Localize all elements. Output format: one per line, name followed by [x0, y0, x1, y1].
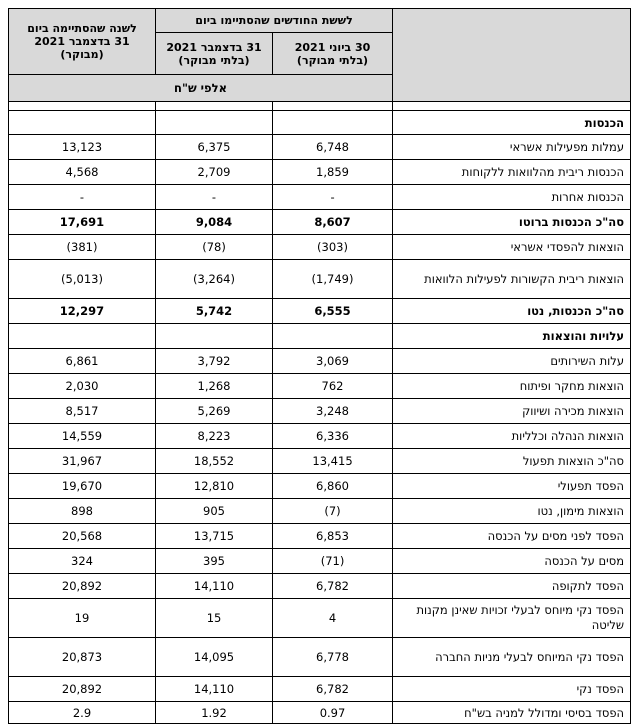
value-dec-2021-year: 8,517 — [9, 399, 156, 424]
value-june-2021: 6,778 — [273, 638, 393, 677]
table-row — [9, 399, 631, 424]
table-row — [9, 599, 631, 638]
row-label: הוצאות להפסדי אשראי — [393, 235, 631, 260]
value-june-2021: 6,748 — [273, 135, 393, 160]
value-dec-2021-6m — [156, 324, 273, 349]
col-dec-date: 31 בדצמבר 2021 — [166, 40, 262, 54]
table-row — [9, 235, 631, 260]
row-label: הוצאות מכירה ושיווק — [393, 399, 631, 424]
table-row — [9, 185, 631, 210]
row-label: הכנסות ריבית מהלוואות ללקוחות — [393, 160, 631, 185]
table-row — [9, 210, 631, 235]
table-row — [9, 349, 631, 374]
value-dec-2021-year: 17,691 — [9, 210, 156, 235]
six-months-header: לששת החודשים שהסתיימו ביום — [156, 9, 393, 33]
col-dec-status: (בלתי מבוקר) — [178, 53, 250, 67]
row-label: הפסד נקי המיוחס לבעלי מניות החברה — [393, 638, 631, 677]
value-dec-2021-year: 12,297 — [9, 299, 156, 324]
value-dec-2021-year: 4,568 — [9, 160, 156, 185]
value-dec-2021-6m: (78) — [156, 235, 273, 260]
value-dec-2021-6m: 13,715 — [156, 524, 273, 549]
row-label: סה"כ הוצאות תפעול — [393, 449, 631, 474]
row-label: הוצאות ריבית הקשורות לפעילות הלוואות — [393, 260, 631, 299]
value-dec-2021-6m: 5,269 — [156, 399, 273, 424]
row-label: עלות השירותים — [393, 349, 631, 374]
table-row — [9, 424, 631, 449]
value-dec-2021-year: (5,013) — [9, 260, 156, 299]
value-june-2021: 13,415 — [273, 449, 393, 474]
row-label: הוצאות מימון, נטו — [393, 499, 631, 524]
year-header-line3: (מבוקר) — [60, 48, 104, 61]
year-header-line1: לשנה שהסתיימה ביום — [27, 22, 137, 35]
row-label: הוצאות הנהלה וכלליות — [393, 424, 631, 449]
value-june-2021: (71) — [273, 549, 393, 574]
row-label: הפסד נקי — [393, 677, 631, 702]
value-dec-2021-year: 324 — [9, 549, 156, 574]
value-dec-2021-year: 19 — [9, 599, 156, 638]
col-june-header — [273, 33, 393, 75]
year-header — [9, 9, 156, 75]
value-dec-2021-6m: 5,742 — [156, 299, 273, 324]
table-row — [9, 160, 631, 185]
value-dec-2021-year: 2,030 — [9, 374, 156, 399]
row-label: הוצאות מחקר ופיתוח — [393, 374, 631, 399]
value-dec-2021-year: 20,568 — [9, 524, 156, 549]
value-dec-2021-year: 2.9 — [9, 702, 156, 724]
value-june-2021: 0.97 — [273, 702, 393, 724]
table-row — [9, 574, 631, 599]
value-dec-2021-year: - — [9, 185, 156, 210]
value-dec-2021-6m — [156, 111, 273, 135]
value-dec-2021-6m: 905 — [156, 499, 273, 524]
row-label: הפסד לפני מסים על הכנסה — [393, 524, 631, 549]
table-row — [9, 549, 631, 574]
value-dec-2021-year — [9, 324, 156, 349]
section-header-row — [9, 324, 631, 349]
value-june-2021: 6,555 — [273, 299, 393, 324]
value-june-2021: 6,782 — [273, 677, 393, 702]
value-june-2021: 6,853 — [273, 524, 393, 549]
header-blank-cell — [393, 9, 631, 102]
value-dec-2021-6m: 2,709 — [156, 160, 273, 185]
table-row — [9, 638, 631, 677]
units-label: אלפי ש"ח — [9, 75, 393, 102]
value-june-2021 — [273, 111, 393, 135]
table-row — [9, 499, 631, 524]
value-june-2021: 6,336 — [273, 424, 393, 449]
value-june-2021 — [273, 324, 393, 349]
value-june-2021: (7) — [273, 499, 393, 524]
table-row — [9, 299, 631, 324]
value-dec-2021-year: 6,861 — [9, 349, 156, 374]
row-label: סה"כ הכנסות, נטו — [393, 299, 631, 324]
table-row — [9, 677, 631, 702]
value-dec-2021-year: 31,967 — [9, 449, 156, 474]
value-dec-2021-year: 898 — [9, 499, 156, 524]
row-label: הפסד נקי מיוחס לבעלי זכויות שאינן מקנות שליטה — [393, 599, 631, 638]
value-june-2021: - — [273, 185, 393, 210]
value-dec-2021-6m: 3,792 — [156, 349, 273, 374]
value-june-2021: (1,749) — [273, 260, 393, 299]
value-june-2021: 1,859 — [273, 160, 393, 185]
row-label: הפסד תפעולי — [393, 474, 631, 499]
spacer-cell — [273, 102, 393, 111]
value-dec-2021-year: 20,892 — [9, 677, 156, 702]
value-dec-2021-6m: 14,110 — [156, 677, 273, 702]
value-june-2021: 8,607 — [273, 210, 393, 235]
value-june-2021: 6,860 — [273, 474, 393, 499]
row-label: מסים על הכנסה — [393, 549, 631, 574]
value-june-2021: 3,069 — [273, 349, 393, 374]
year-header-line2: 31 בדצמבר 2021 — [34, 35, 130, 48]
value-dec-2021-year: 13,123 — [9, 135, 156, 160]
value-dec-2021-6m: (3,264) — [156, 260, 273, 299]
col-dec-header — [156, 33, 273, 75]
value-dec-2021-6m: 18,552 — [156, 449, 273, 474]
spacer-cell — [9, 102, 156, 111]
table-row — [9, 524, 631, 549]
value-dec-2021-6m: 8,223 — [156, 424, 273, 449]
row-label: עמלות מפעילות אשראי — [393, 135, 631, 160]
section-header-row — [9, 111, 631, 135]
value-dec-2021-6m: - — [156, 185, 273, 210]
value-june-2021: (303) — [273, 235, 393, 260]
table-row — [9, 374, 631, 399]
row-label: עלויות והוצאות — [393, 324, 631, 349]
value-dec-2021-6m: 12,810 — [156, 474, 273, 499]
row-label: הכנסות — [393, 111, 631, 135]
value-dec-2021-6m: 6,375 — [156, 135, 273, 160]
col-june-status: (בלתי מבוקר) — [296, 53, 369, 67]
table-row — [9, 260, 631, 299]
spacer-cell — [156, 102, 273, 111]
value-june-2021: 6,782 — [273, 574, 393, 599]
value-june-2021: 3,248 — [273, 399, 393, 424]
spacer-cell — [393, 102, 631, 111]
value-dec-2021-year: 20,873 — [9, 638, 156, 677]
value-dec-2021-year: 20,892 — [9, 574, 156, 599]
value-dec-2021-year: 14,559 — [9, 424, 156, 449]
value-dec-2021-6m: 14,095 — [156, 638, 273, 677]
value-dec-2021-6m: 15 — [156, 599, 273, 638]
col-june-date: 30 ביוני 2021 — [294, 40, 371, 54]
value-dec-2021-year: (381) — [9, 235, 156, 260]
income-statement-table — [8, 8, 631, 724]
row-label: הפסד בסיסי ומדולל למניה בש"ח — [393, 702, 631, 724]
value-dec-2021-6m: 14,110 — [156, 574, 273, 599]
value-dec-2021-6m: 1.92 — [156, 702, 273, 724]
value-dec-2021-year — [9, 111, 156, 135]
row-label: הכנסות אחרות — [393, 185, 631, 210]
value-june-2021: 762 — [273, 374, 393, 399]
value-dec-2021-6m: 1,268 — [156, 374, 273, 399]
table-row — [9, 449, 631, 474]
row-label: סה"כ הכנסות ברוטו — [393, 210, 631, 235]
row-label: הפסד לתקופה — [393, 574, 631, 599]
table-row — [9, 474, 631, 499]
financial-statement — [8, 8, 630, 724]
value-dec-2021-year: 19,670 — [9, 474, 156, 499]
value-june-2021: 4 — [273, 599, 393, 638]
value-dec-2021-6m: 395 — [156, 549, 273, 574]
table-row — [9, 702, 631, 724]
value-dec-2021-6m: 9,084 — [156, 210, 273, 235]
table-row — [9, 135, 631, 160]
